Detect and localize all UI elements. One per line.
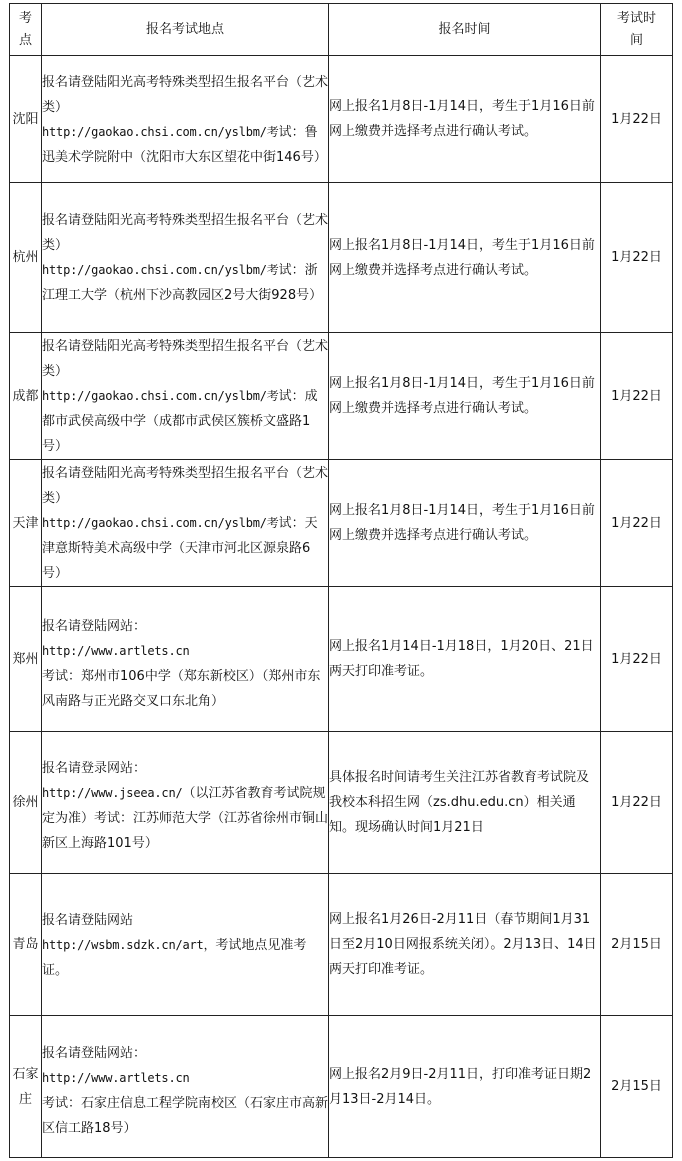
registration-url[interactable]: http://gaokao.chsi.com.cn/yslbm/考 <box>42 389 279 403</box>
date-cell: 1月22日 <box>601 460 673 587</box>
place-cell <box>42 56 329 183</box>
date-cell: 1月22日 <box>601 587 673 732</box>
place-intro: 报名请登陆网站： <box>42 619 147 634</box>
header-date: 考试时间 <box>601 4 673 56</box>
place-address: 考试：石家庄信息工程学院南校区（石家庄市高新区信工路18号） <box>42 1095 329 1136</box>
place-intro: 报名请登陆阳光高考特殊类型招生报名平台（艺术类） <box>42 74 329 115</box>
date-cell: 1月22日 <box>601 56 673 183</box>
table-row <box>10 587 673 732</box>
place-intro: 报名请登陆阳光高考特殊类型招生报名平台（艺术类） <box>42 339 329 379</box>
registration-url[interactable]: http://wsbm.sdzk.cn/art， <box>42 937 216 952</box>
time-cell: 网上报名1月26日-2月11日（春节期间1月31日至2月10日网报系统关闭）。2月13日、14日两天打印准考证。 <box>329 874 601 1016</box>
place-address: （以江苏省教育考试院规定为准）考试：江苏师范大学（江苏省徐州市铜山新区上海路101号） <box>42 785 329 851</box>
place-intro: 报名请登录网站： <box>42 760 147 776</box>
registration-url[interactable]: http://gaokao.chsi.com.cn/yslbm/考 <box>42 516 279 530</box>
city-cell: 青岛 <box>10 874 42 1016</box>
table-row <box>10 874 673 1016</box>
header-time: 报名时间 <box>329 4 601 56</box>
table-row <box>10 56 673 183</box>
time-cell: 网上报名1月14日-1月18日，1月20日、21日两天打印准考证。 <box>329 587 601 732</box>
city-cell: 郑州 <box>10 587 42 732</box>
header-place: 报名考试地点 <box>42 4 329 56</box>
time-cell: 网上报名1月8日-1月14日，考生于1月16日前网上缴费并选择考点进行确认考试。 <box>329 333 601 460</box>
header-city: 考点 <box>10 4 42 56</box>
place-cell <box>42 460 329 587</box>
registration-url[interactable]: http://gaokao.chsi.com.cn/yslbm/考 <box>42 263 279 277</box>
place-cell <box>42 587 329 732</box>
place-address: 试：成都市武侯高级中学（成都市武侯区簇桥文盛路1号） <box>42 389 318 454</box>
registration-url[interactable]: http://www.artlets.cn <box>42 644 190 658</box>
header-row <box>10 4 673 56</box>
time-cell: 网上报名1月8日-1月14日，考生于1月16日前网上缴费并选择考点进行确认考试。 <box>329 56 601 183</box>
date-cell: 2月15日 <box>601 874 673 1016</box>
place-address: 试：鲁迅美术学院附中（沈阳市大东区望花中街146号） <box>42 124 327 165</box>
city-cell: 杭州 <box>10 183 42 333</box>
place-intro: 报名请登陆网站： <box>42 1045 147 1061</box>
place-address: 试：天津意斯特美术高级中学（天津市河北区源泉路6号） <box>42 516 318 581</box>
registration-url[interactable]: http://gaokao.chsi.com.cn/yslbm/考 <box>42 124 279 139</box>
registration-url[interactable]: http://www.jseea.cn/ <box>42 785 183 800</box>
date-cell: 1月22日 <box>601 732 673 874</box>
place-cell <box>42 874 329 1016</box>
place-cell <box>42 1016 329 1158</box>
city-cell: 天津 <box>10 460 42 587</box>
date-cell: 1月22日 <box>601 183 673 333</box>
time-cell: 具体报名时间请考生关注江苏省教育考试院及我校本科招生网（zs.dhu.edu.cn）相关通知。现场确认时间1月21日 <box>329 732 601 874</box>
time-cell: 网上报名2月9日-2月11日，打印准考证日期2月13日-2月14日。 <box>329 1016 601 1158</box>
table-row <box>10 732 673 874</box>
date-cell: 2月15日 <box>601 1016 673 1158</box>
city-cell: 成都 <box>10 333 42 460</box>
place-cell <box>42 183 329 333</box>
place-address: 考试：郑州市106中学（郑东新校区）（郑州市东风南路与正光路交叉口东北角） <box>42 669 321 709</box>
city-cell: 石家庄 <box>10 1016 42 1158</box>
time-cell: 网上报名1月8日-1月14日，考生于1月16日前网上缴费并选择考点进行确认考试。 <box>329 460 601 587</box>
registration-url[interactable]: http://www.artlets.cn <box>42 1070 190 1085</box>
time-cell: 网上报名1月8日-1月14日，考生于1月16日前网上缴费并选择考点进行确认考试。 <box>329 183 601 333</box>
table-row <box>10 333 673 460</box>
city-cell: 沈阳 <box>10 56 42 183</box>
place-intro: 报名请登陆网站 <box>42 912 134 928</box>
table-row <box>10 460 673 587</box>
table-row <box>10 183 673 333</box>
exam-schedule-table <box>9 3 673 1158</box>
place-cell <box>42 732 329 874</box>
place-address: 考试地点见准考证。 <box>42 937 307 978</box>
date-cell: 1月22日 <box>601 333 673 460</box>
place-cell <box>42 333 329 460</box>
place-intro: 报名请登陆阳光高考特殊类型招生报名平台（艺术类） <box>42 466 329 506</box>
city-cell: 徐州 <box>10 732 42 874</box>
place-intro: 报名请登陆阳光高考特殊类型招生报名平台（艺术类） <box>42 213 329 253</box>
place-address: 试：浙江理工大学（杭州下沙高教园区2号大街928号） <box>42 263 323 303</box>
table-row <box>10 1016 673 1158</box>
